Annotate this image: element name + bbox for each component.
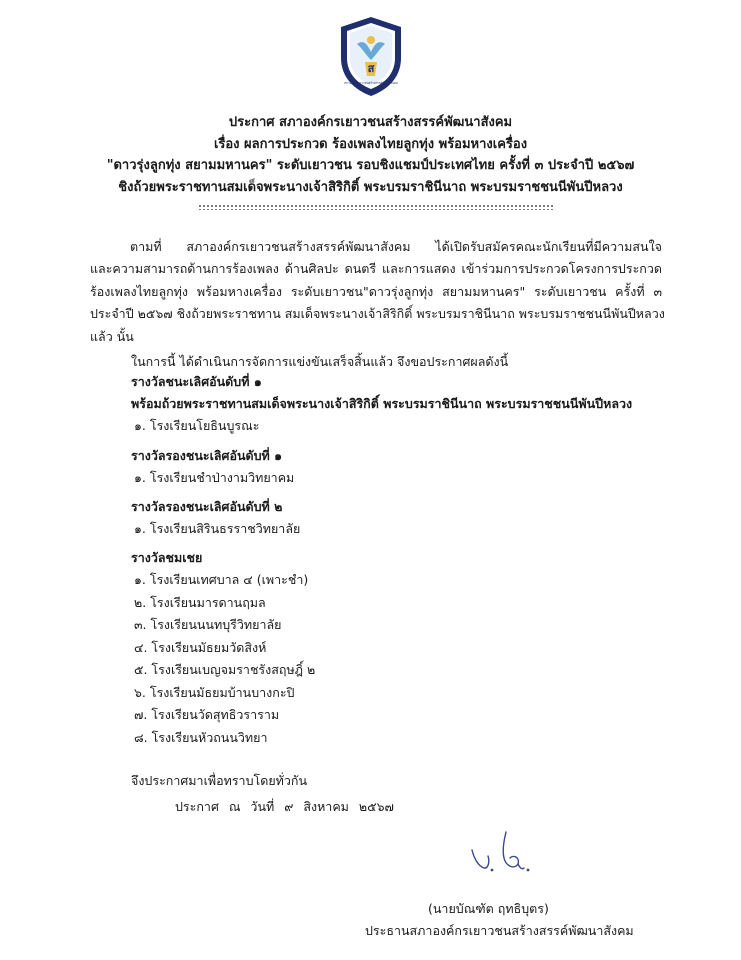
list-item: ๑. โรงเรียนโยธินบูรณะ: [134, 418, 260, 433]
runner-up-2-section: [131, 496, 300, 541]
body-line-1: ตามที่ สภาองค์กรเยาวชนสร้างสรรค์พัฒนาสังคม ได้เปิดรับสมัครคณะนักเรียนที่มีความสนใจ: [130, 239, 662, 254]
header-line-4: ชิงถ้วยพระราชทานสมเด็จพระนางเจ้าสิริกิติ์ พระบรมราชินีนาถ พระบรมราชชนนีพันปีหลวง: [118, 179, 623, 195]
header-line-1: ประกาศ สภาองค์กรเยาวชนสร้างสรรค์พัฒนาสังคม: [228, 115, 513, 130]
signature-icon: [462, 824, 542, 884]
organization-logo: [335, 14, 407, 98]
list-item: ๑. โรงเรียนสิรินธรราชวิทยาลัย: [134, 521, 301, 536]
honorable-title: รางวัลชมเชย: [131, 550, 203, 565]
winner-title: รางวัลชนะเลิศอันดับที่ ๑: [131, 374, 262, 389]
body-line-5: แล้ว นั้น: [90, 328, 134, 344]
announcement-date: ประกาศ ณ วันที่ ๙ สิงหาคม ๒๕๖๗: [175, 799, 394, 814]
list-item: ๒. โรงเรียนมารดานฤมล: [134, 594, 266, 610]
svg-text:ส: ส: [367, 62, 375, 75]
runner-up-1-title: รางวัลรองชนะเลิศอันดับที่ ๑: [131, 448, 283, 463]
header-line-2: เรื่อง ผลการประกวด ร้องเพลงไทยลูกทุ่ง พร้อมหางเครื่อง: [213, 136, 528, 152]
body-paragraph: [90, 236, 665, 348]
list-item: ๕. โรงเรียนเบญจมราชรังสฤษฎิ์ ๒: [134, 662, 316, 677]
signer-title: ประธานสภาองค์กรเยาวชนสร้างสรรค์พัฒนาสังคม: [365, 923, 634, 938]
document-header: [0, 112, 741, 198]
body-line-3: ร้องเพลงไทยลูกทุ่ง พร้อมหางเครื่อง ระดับเยาวชน"ดาวรุ่งลูกทุ่ง สยามมหานคร" ระดับเยาวชน ครั้งที่ ๓: [90, 283, 662, 299]
winner-subtitle: พร้อมถ้วยพระราชทานสมเด็จพระนางเจ้าสิริกิติ์ พระบรมราชินีนาถ พระบรมราชชนนีพันปีหลวง: [131, 396, 633, 411]
honorable-section: [131, 547, 315, 749]
handwritten-signature: [462, 824, 542, 884]
results-intro: ในการนี้ ได้ดำเนินการจัดการแข่งขันเสร็จสิ้นแล้ว จึงขอประกาศผลดังนี้: [131, 354, 509, 369]
closing-notice: จึงประกาศมาเพื่อทราบโดยทั่วกัน: [131, 773, 308, 788]
list-item: ๔. โรงเรียนมัธยมวัดสิงห์: [134, 639, 267, 655]
decorative-divider: [198, 204, 554, 210]
list-item: ๖. โรงเรียนมัธยมบ้านบางกะปิ: [134, 684, 295, 700]
runner-up-1-section: [131, 445, 294, 490]
body-line-2: และความสามารถด้านการร้องเพลง ด้านศิลปะ ดนตรี และการแสดง เข้าร่วมการประกวดโครงการประกวด: [90, 261, 662, 277]
shield-logo-icon: [335, 14, 407, 98]
body-line-4: ประจำปี ๒๕๖๗ ชิงถ้วยพระราชทาน สมเด็จพระนางเจ้าสิริกิติ์ พระบรมราชินีนาถ พระบรมราชชนนีพันปีหลวง: [90, 306, 665, 322]
header-line-3: "ดาวรุ่งลูกทุ่ง สยามมหานคร" ระดับเยาวชน รอบชิงแชมป์ประเทศไทย ครั้งที่ ๓ ประจำปี ๒๕๖๗: [106, 158, 635, 173]
list-item: ๑. โรงเรียนชำป่างามวิทยาคม: [134, 470, 295, 485]
list-item: ๓. โรงเรียนนนทบุรีวิทยาลัย: [134, 617, 282, 632]
list-item: ๑. โรงเรียนเทศบาล ๔ (เพาะชำ): [134, 572, 309, 587]
runner-up-2-title: รางวัลรองชนะเลิศอันดับที่ ๒: [131, 499, 283, 514]
list-item: ๘. โรงเรียนหัวถนนวิทยา: [134, 729, 268, 745]
signer-name: (นายบัณฑัต ฤทธิบุตร): [428, 901, 549, 916]
winner-section: [131, 371, 632, 438]
logo-arc-text: สภาองค์กรเยาวชนสร้างสรรค์พัฒนาสังคม: [344, 81, 398, 85]
list-item: ๗. โรงเรียนวัดสุทธิวราราม: [134, 707, 280, 722]
